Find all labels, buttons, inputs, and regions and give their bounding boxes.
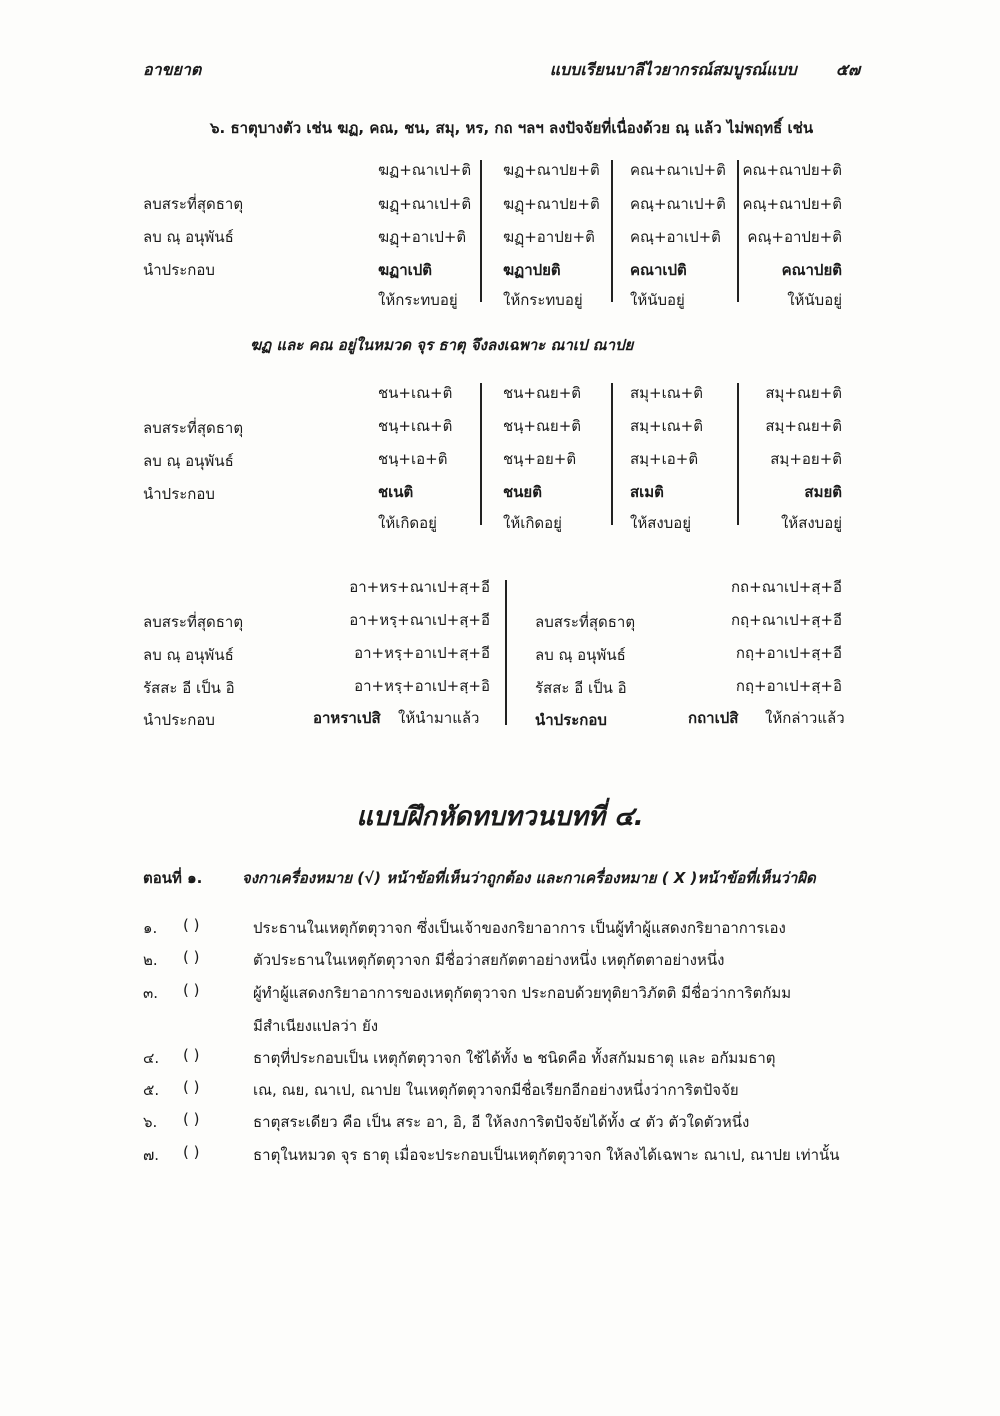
meaning-text: ให้เกิดอยู่ [503,514,562,532]
table-cell: ฆฏฺ+อาเป+ติ [378,228,467,246]
item-number: ๒. [143,951,158,969]
result-word: คณาเปติ [630,261,687,279]
table-cell: กถฺ+ณาเป+สฺ+อี [730,611,842,629]
table-cell: สมฺ+เณ+ติ [630,417,703,435]
column-divider [737,160,739,302]
row-label: นำประกอบ [143,261,215,279]
meaning-text: ให้นับอยู่ [630,291,685,309]
result-word: สมยติ [804,483,842,501]
instruction-text: จงกาเครื่องหมาย (√) หน้าข้อที่เห็นว่าถูกต้อง และกาเครื่องหมาย ( X )หน้าข้อที่เห็นว่าผิด [241,869,816,887]
table-cell: ฆฏฺ+ณาปย+ติ [503,195,600,213]
row-label: ลบสระที่สุดธาตุ [143,419,244,437]
table-cell: ชน+เณ+ติ [378,384,453,402]
item-number: ๗. [143,1146,160,1164]
meaning-text: ให้นำมาแล้ว [398,709,480,727]
meaning-text: ให้กล่าวแล้ว [765,709,845,727]
table-cell: อา+หร+ณาเป+สฺ+อี [349,578,490,596]
table-cell: สมฺ+อย+ติ [770,450,842,468]
table-cell: กถฺ+อาเป+สฺ+อิ [735,677,842,695]
table-cell: ชนฺ+เอ+ติ [378,450,448,468]
result-word: ฆฏาปยติ [503,261,561,279]
result-word: อาหราเปสิ [313,709,381,727]
item-text: ธาตุในหมวด จุร ธาตุ เมื่อจะประกอบเป็นเหตุกัตตุวาจก ให้ลงได้เฉพาะ ณาเป, ณาปย เท่านั้น [253,1146,840,1164]
meaning-text: ให้กระทบอยู่ [378,291,458,309]
meaning-text: ให้สงบอยู่ [780,514,842,532]
result-word: คณาปยติ [781,261,842,279]
answer-box[interactable]: ( ) [183,916,200,934]
answer-box[interactable]: ( ) [183,1143,200,1161]
item-text: ธาตุสระเดียว คือ เป็น สระ อา, อิ, อี ให้ลงการิตปัจจัยได้ทั้ง ๔ ตัว ตัวใดตัวหนึ่ง [253,1113,750,1131]
column-divider [480,160,482,302]
column-divider [611,383,613,525]
table-cell: กถ+ณาเป+สฺ+อี [730,578,842,596]
item-text: เณ, ณย, ณาเป, ณาปย ในเหตุกัตตุวาจกมีชื่อเรียกอีกอย่างหนึ่งว่าการิตปัจจัย [253,1081,739,1099]
table-cell: อา+หรฺ+ณาเป+สฺ+อี [349,611,490,629]
exercise-instructions [143,866,816,890]
row-label: ลบสระที่สุดธาตุ [535,613,636,631]
item-number: ๓. [143,984,159,1002]
result-word: ชนยติ [503,483,542,501]
table-cell: สมฺ+เอ+ติ [630,450,699,468]
row-label: นำประกอบ [143,485,215,503]
row-label: รัสสะ อี เป็น อิ [535,679,627,697]
item-text-continued: มีสำเนียงแปลว่า ยัง [253,1017,379,1035]
result-word: กถาเปสิ [688,709,739,727]
table-cell: สมุ+ณย+ติ [765,384,842,402]
column-divider [611,160,613,302]
column-divider [737,383,739,525]
row-label: นำประกอบ [143,711,215,729]
item-text: ผู้ทำผู้แสดงกริยาอาการของเหตุกัตตุวาจก ประกอบด้วยทุติยาวิภัตติ มีชื่อว่าการิตกัมม [253,984,792,1002]
column-divider [505,580,507,725]
row-label: ลบ ณฺ อนุพันธ์ [143,228,234,246]
row-label: ลบ ณฺ อนุพันธ์ [143,452,234,470]
answer-box[interactable]: ( ) [183,981,200,999]
note-text: ฆฏ และ คณ อยู่ในหมวด จุร ธาตุ จึงลงเฉพาะ ณาเป ณาปย [250,336,634,354]
answer-box[interactable]: ( ) [183,1110,200,1128]
item-text: ประธานในเหตุกัตตุวาจก ซึ่งเป็นเจ้าของกริยาอาการ เป็นผู้ทำผู้แสดงกริยาอาการเอง [253,919,786,937]
table-cell: ชน+ณย+ติ [503,384,582,402]
result-word: ฆฏาเปติ [378,261,433,279]
table-cell: สมุ+เณ+ติ [630,384,703,402]
table-cell: ชนฺ+ณย+ติ [503,417,582,435]
table-cell: คณ+ณาเป+ติ [630,161,726,179]
table-cell: คณ+ณาปย+ติ [742,161,842,179]
meaning-text: ให้กระทบอยู่ [503,291,583,309]
table-cell: ฆฏ+ณาเป+ติ [378,161,472,179]
table-cell: คณฺ+อาปย+ติ [747,228,842,246]
answer-box[interactable]: ( ) [183,1046,200,1064]
table-cell: อา+หรฺ+อาเป+สฺ+อี [354,644,490,662]
item-number: ๔. [143,1049,160,1067]
result-word: ชเนติ [378,483,414,501]
row-label: ลบ ณฺ อนุพันธ์ [535,646,626,664]
table-cell: คณฺ+ณาเป+ติ [630,195,726,213]
table-cell: ฆฏ+ณาปย+ติ [503,161,600,179]
running-header [550,58,860,83]
item-text: ธาตุที่ประกอบเป็น เหตุกัตตุวาจก ใช้ได้ทั้ง ๒ ชนิดคือ ทั้งสกัมมธาตุ และ อกัมมธาตุ [253,1049,776,1067]
row-label: ลบ ณฺ อนุพันธ์ [143,646,234,664]
answer-box[interactable]: ( ) [183,1078,200,1096]
row-label: ลบสระที่สุดธาตุ [143,613,244,631]
row-label: ลบสระที่สุดธาตุ [143,195,244,213]
table-cell: ฆฏฺ+ณาเป+ติ [378,195,472,213]
item-number: ๕. [143,1081,160,1099]
book-title: แบบเรียนบาลีไวยากรณ์สมบูรณ์แบบ [549,60,797,79]
answer-box[interactable]: ( ) [183,948,200,966]
table-cell: ชนฺ+เณ+ติ [378,417,453,435]
exercise-title: แบบฝึกหัดทบทวนบทที่ ๔. [356,802,644,832]
section-6-title: ๖. ธาตุบางตัว เช่น ฆฏ, คณ, ชน, สมุ, หร, กถ ฯลฯ ลงปัจจัยที่เนื่องด้วย ณฺ แล้ว ไม่พฤทธิ์ เช่น [210,119,814,137]
row-label: รัสสะ อี เป็น อิ [143,679,235,697]
table-cell: ชนฺ+อย+ติ [503,450,577,468]
page-number: ๕๗ [835,60,860,79]
chapter-title: อาขยาต [143,60,202,79]
table-cell: กถฺ+อาเป+สฺ+อี [735,644,842,662]
column-divider [480,383,482,525]
table-cell: คณฺ+อาเป+ติ [630,228,721,246]
item-number: ๖. [143,1113,158,1131]
table-cell: คณฺ+ณาปย+ติ [742,195,842,213]
row-label: นำประกอบ [535,711,607,729]
result-word: สเมติ [630,483,664,501]
table-cell: อา+หรฺ+อาเป+สฺ+อิ [354,677,490,695]
meaning-text: ให้เกิดอยู่ [378,514,437,532]
table-cell: ฆฏฺ+อาปย+ติ [503,228,595,246]
table-cell: สมฺ+ณย+ติ [765,417,842,435]
item-number: ๑. [143,919,158,937]
item-text: ตัวประธานในเหตุกัตตุวาจก มีชื่อว่าสยกัตตาอย่างหนึ่ง เหตุกัตตาอย่างหนึ่ง [253,951,725,969]
part-label: ตอนที่ ๑. [143,869,203,887]
meaning-text: ให้นับอยู่ [787,291,842,309]
meaning-text: ให้สงบอยู่ [630,514,692,532]
